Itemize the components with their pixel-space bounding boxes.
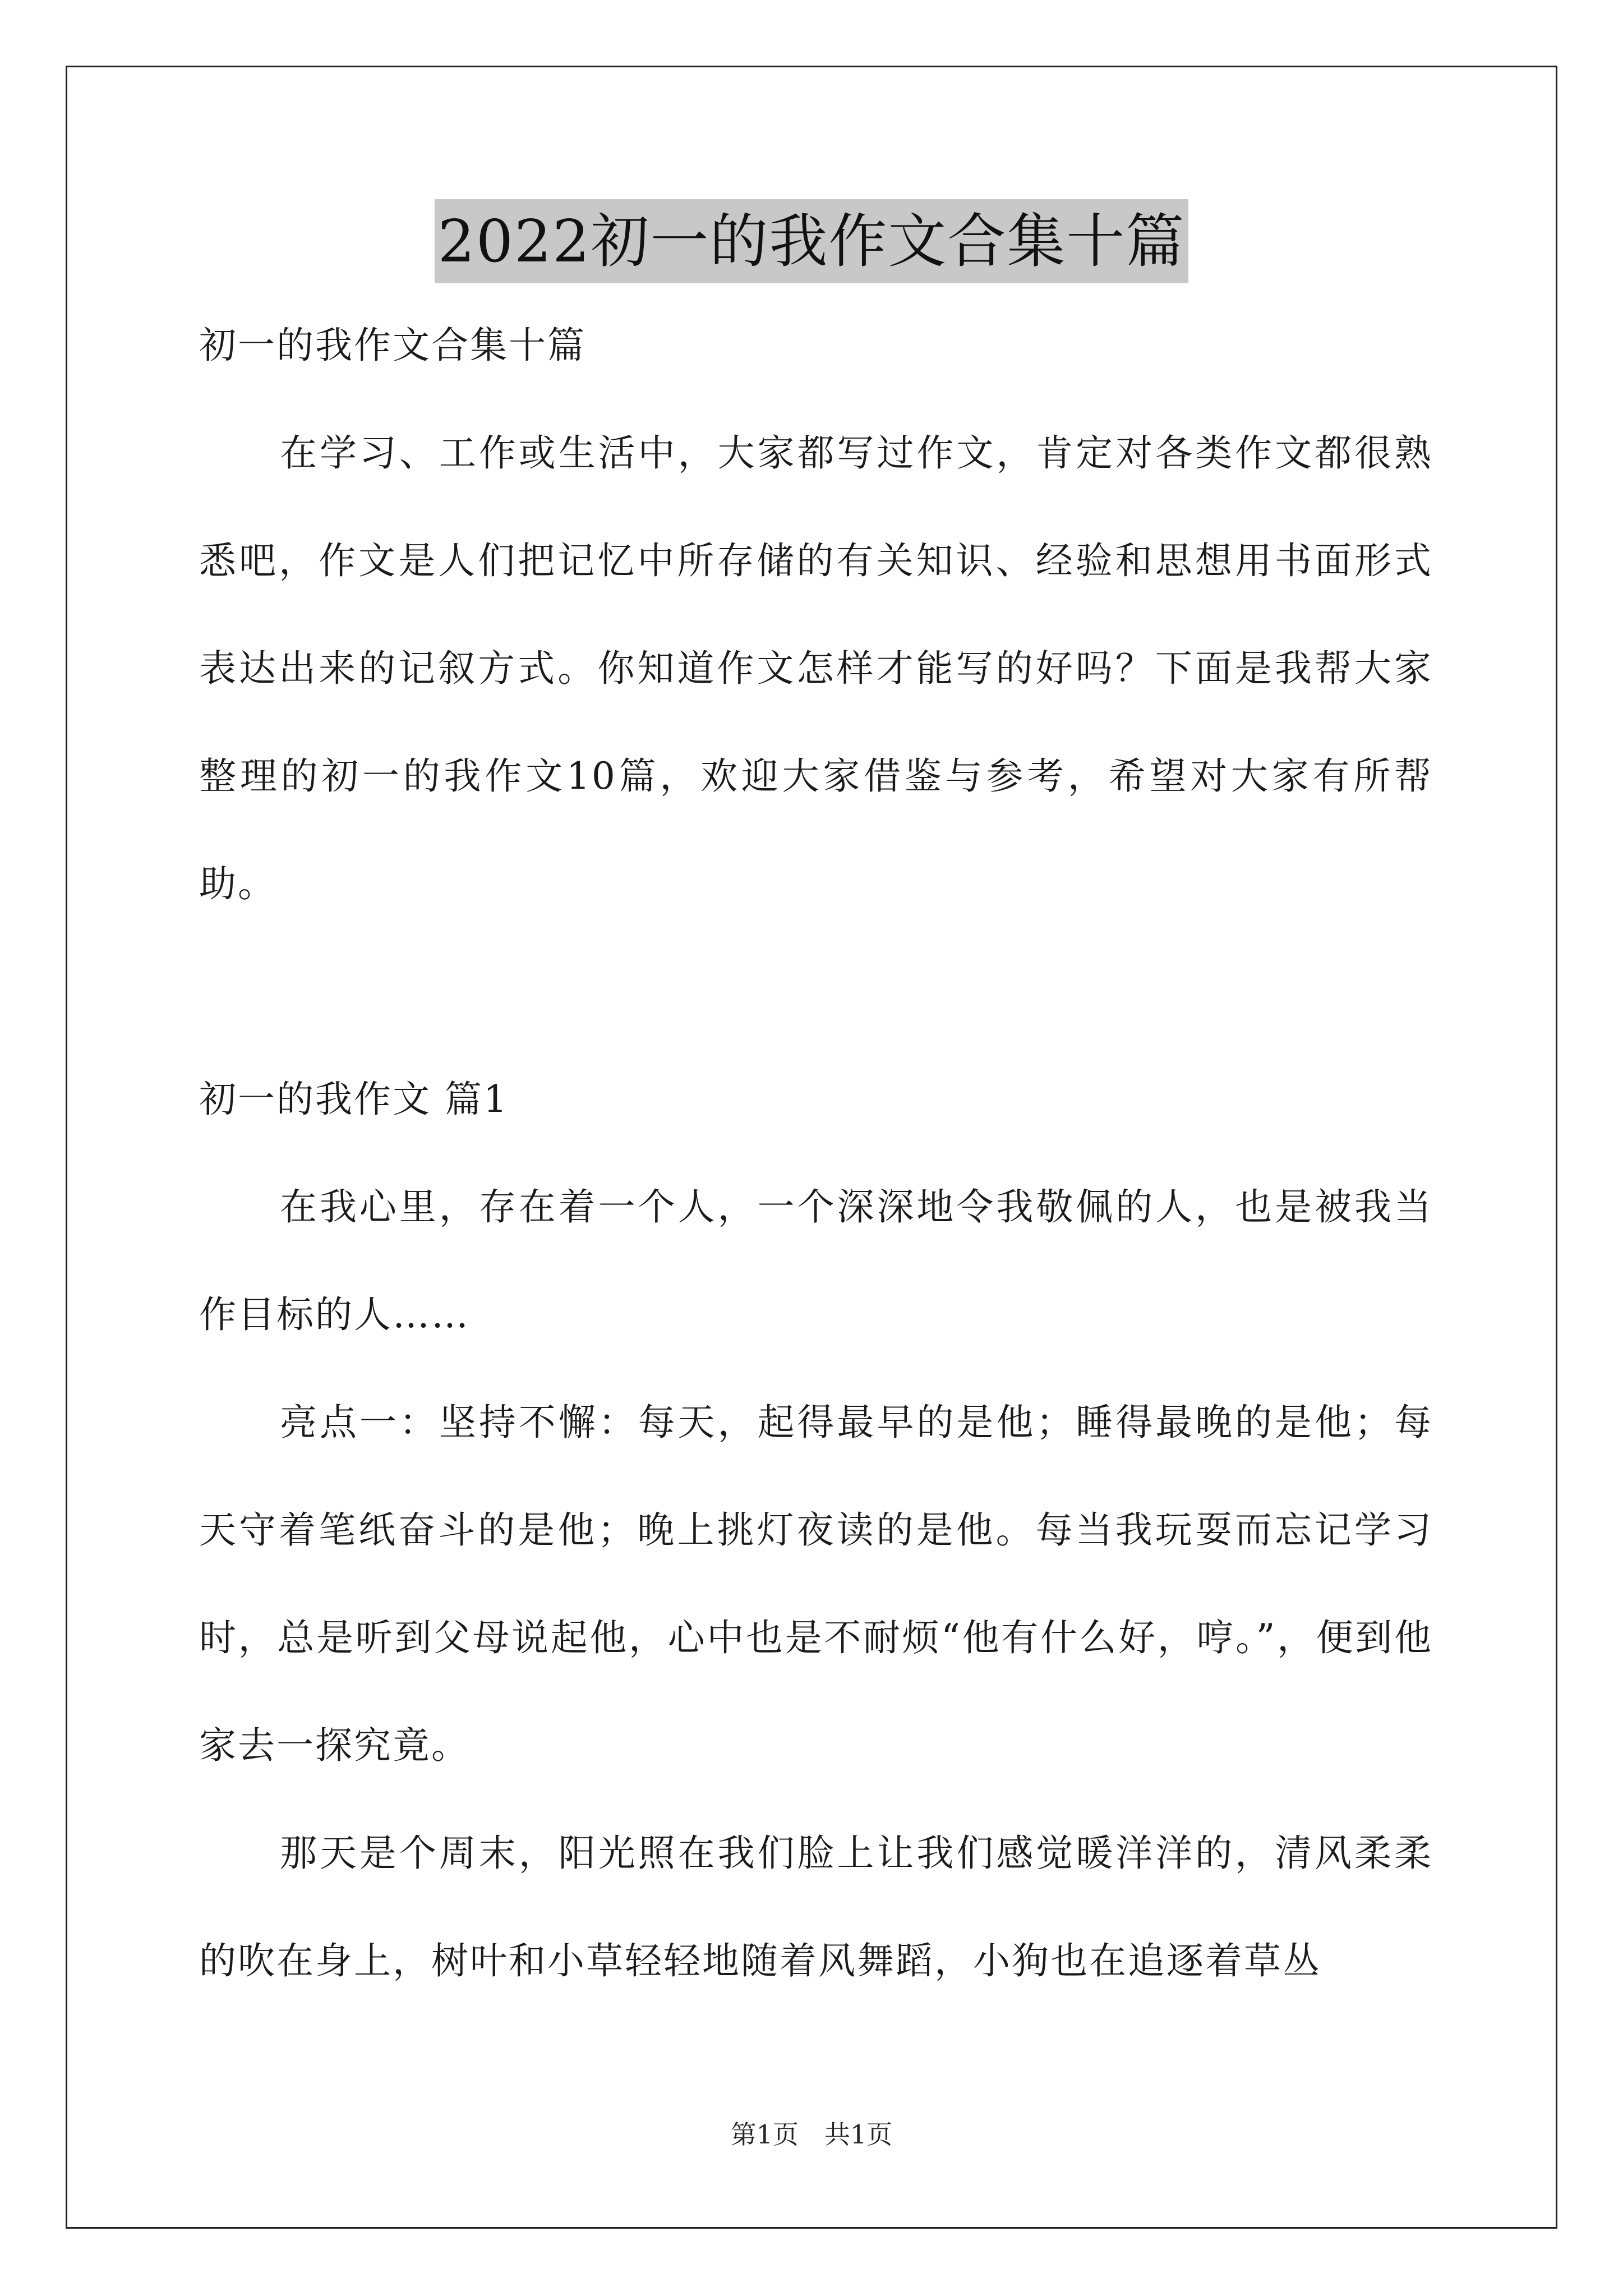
page-total: 共1页 bbox=[824, 2119, 893, 2150]
page-number: 第1页 bbox=[730, 2119, 799, 2150]
body-paragraph: 在我心里，存在着一个人，一个深深地令我敬佩的人，也是被我当作目标的人…… bbox=[199, 1185, 1433, 1336]
page-footer bbox=[0, 2118, 1623, 2151]
document-body bbox=[199, 292, 1433, 2015]
section-spacer bbox=[199, 938, 1433, 1046]
document-title: 2022初一的我作文合集十篇 bbox=[435, 199, 1189, 283]
title-container bbox=[0, 199, 1623, 283]
section-heading: 初一的我作文 篇1 bbox=[199, 1078, 509, 1121]
intro-paragraph: 在学习、工作或生活中，大家都写过作文，肯定对各类作文都很熟悉吧，作文是人们把记忆中所存储的有关知识、经验和思想用书面形式表达出来的记叙方式。你知道作文怎样才能写的好吗？下面是我帮大家整理的初一的我作文10篇，欢迎大家借鉴与参考，希望对大家有所帮助。 bbox=[199, 431, 1433, 905]
body-paragraph: 那天是个周末，阳光照在我们脸上让我们感觉暖洋洋的，清风柔柔的吹在身上，树叶和小草轻轻地随着风舞蹈，小狗也在追逐着草丛 bbox=[199, 1832, 1433, 1982]
document-subtitle: 初一的我作文合集十篇 bbox=[199, 324, 586, 367]
body-paragraph: 亮点一：坚持不懈：每天，起得最早的是他；睡得最晚的是他；每天守着笔纸奋斗的是他；晚上挑灯夜读的是他。每当我玩耍而忘记学习时，总是听到父母说起他，心中也是不耐烦“他有什么好，哼。”，便到他家去一探究竟。 bbox=[199, 1401, 1433, 1767]
